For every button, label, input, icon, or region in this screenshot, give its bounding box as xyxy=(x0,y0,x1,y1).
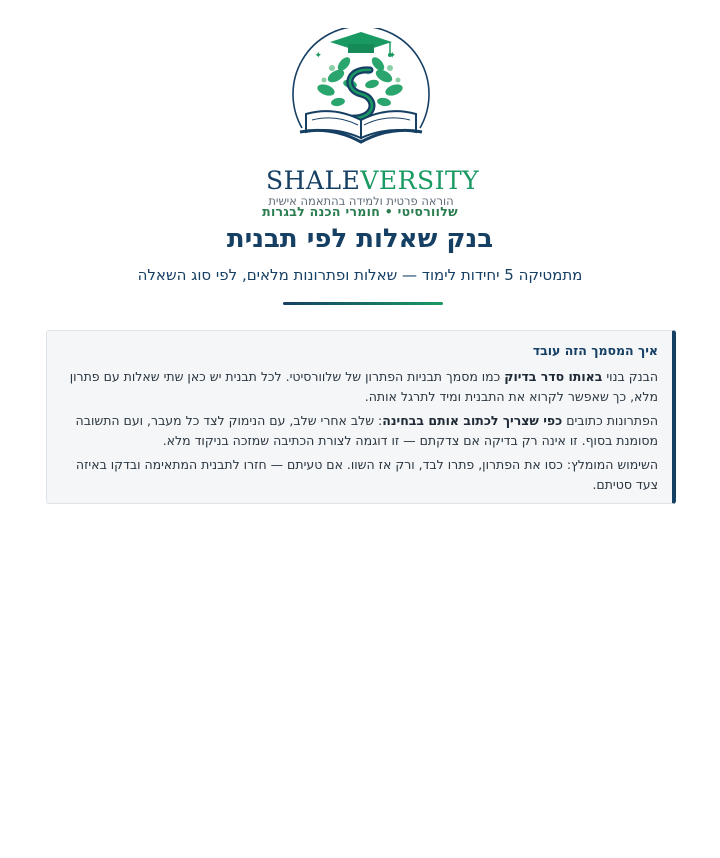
title-divider xyxy=(283,302,443,305)
svg-text:✦: ✦ xyxy=(388,51,396,61)
tree-book-graduation-cap-icon xyxy=(266,28,456,168)
p1-text-c: כמו מסמך תבניות הפתרון של שלוורסיטי. לכל תבנית יש כאן שתי שאלות עם פתרון מלא, כך שאפשר לקרוא את התבנית ומיד לתרגל אותה. xyxy=(69,369,658,404)
logo-wordmark xyxy=(266,166,480,195)
p1-text-a: הבנק בנוי xyxy=(602,369,658,384)
page-title: בנק שאלות לפי תבנית xyxy=(226,224,494,254)
info-paragraph-solutions xyxy=(61,411,658,451)
p2-emphasis: כפי שצריך לכתוב אותם בבחינה xyxy=(382,413,563,428)
p2-text-c: : שלב אחרי שלב, עם הנימוק לצד כל מעבר, ועם התשובה מסומנת בסוף. זו אינה רק בדיקה אם צדקתם — זו דוגמה לצורת הכתיבה שמזכה בניקוד מלא. xyxy=(75,413,658,448)
svg-text:✦: ✦ xyxy=(314,51,322,61)
p2-text-a: הפתרונות כתובים xyxy=(562,413,658,428)
page-subtitle: מתמטיקה 5 יחידות לימוד — שאלות ופתרונות מלאים, לפי סוג השאלה xyxy=(137,266,583,284)
wordmark-versity: VERSITY xyxy=(360,166,480,195)
info-paragraph-structure xyxy=(61,367,658,407)
wordmark-shale: SHALE xyxy=(266,166,361,195)
how-it-works-box xyxy=(46,330,676,504)
p1-emphasis: באותו סדר בדיוק xyxy=(504,369,603,384)
shaleversity-logo xyxy=(266,28,480,208)
info-box-title: איך המסמך הזה עובד xyxy=(532,343,658,358)
eyebrow-label: שלוורסיטי • חומרי הכנה לבגרות xyxy=(262,204,458,219)
logo-tagline: הוראה פרטית ולמידה בהתאמה אישית xyxy=(268,194,454,208)
info-paragraph-usage: השימוש המומלץ: כסו את הפתרון, פתרו לבד, ורק אז השוו. אם טעיתם — חזרו לתבנית המתאימה ובדקו באיזה צעד סטיתם. xyxy=(75,457,658,492)
